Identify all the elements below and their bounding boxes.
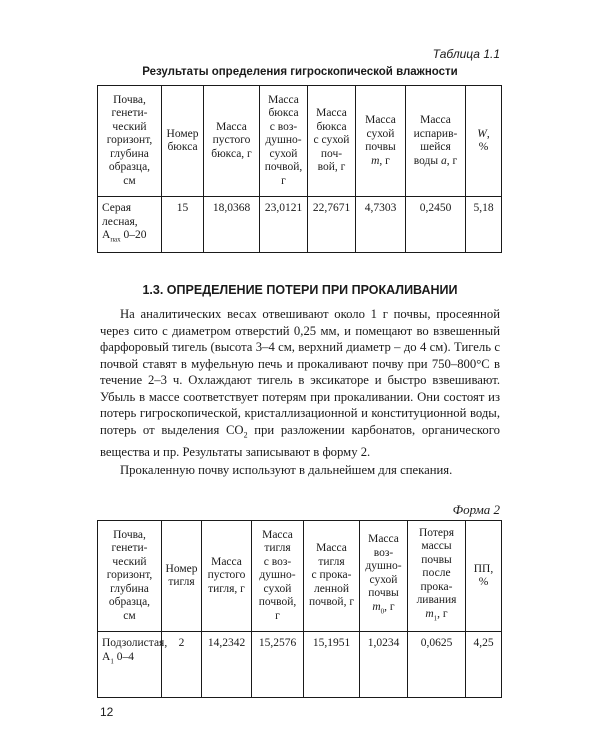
table1-cell-w: 5,18	[466, 197, 502, 253]
table1	[97, 85, 502, 253]
table1-header-air-dry-mass: Масса бюкса с воз- душно- сухой почвой, г	[260, 86, 308, 197]
table2-header-number: Номер тигля	[162, 521, 202, 632]
table1-header-dry-mass: Масса бюкса с сухой поч- вой, г	[308, 86, 356, 197]
table2-header-soil: Почва, генети- ческий горизонт, глубина образца, см	[98, 521, 162, 632]
table1-cell-dry-mass: 22,7671	[308, 197, 356, 253]
table1-header-dry-soil-mass: Масса сухой почвы m, г	[356, 86, 406, 197]
table1-cell-dry-soil-mass: 4,7303	[356, 197, 406, 253]
paragraph-1: На аналитических весах отвешивают около 1 г почвы, просеянной через сито с диаметром отверстий 0,25 мм, и помещают во взвешенный фарфоровый тигель (высота 3–4 см, верхний диаметр – до 4 см). Тигель с почвой ставят в муфельную печь и прокаливают почву при 750–800°С в течение 2–3 ч. Охлаждают тигель в эксикаторе и быстро взвешивают. Убыль в массе соответствует потерям при прокаливании. Они состоят из потерь гигроскопической, кристаллизационной и конституционной воды, потерь от выделения $СО_2$ при разложении карбонатов, органического вещества и пр. Результаты записывают в форму 2.	[100, 307, 500, 459]
table2-header-loss: Потеря массы почвы после прока- ливания $m_1$, г	[408, 521, 466, 632]
table2-cell-air-dry-soil-mass: 1,0234	[360, 632, 408, 698]
table2-header-air-dry-soil-mass: Масса воз- душно- сухой почвы $m_0$, г	[360, 521, 408, 632]
body-text	[100, 306, 500, 479]
table1-header-w: W, %	[466, 86, 502, 197]
table2-header-calcined-mass: Масса тигля с прока- ленной почвой, г	[304, 521, 360, 632]
table1-header-number: Номер бюкса	[162, 86, 204, 197]
table1-cell-soil: Серая лесная, $A_{пах}$ 0–20	[98, 197, 162, 253]
table2-header-empty-mass: Масса пустого тигля, г	[202, 521, 252, 632]
table1-cell-empty-mass: 18,0368	[204, 197, 260, 253]
table1-caption: Таблица 1.1	[432, 47, 500, 61]
table-row	[98, 197, 502, 253]
table2-header-row	[98, 521, 502, 632]
table1-cell-water-mass: 0,2450	[406, 197, 466, 253]
paragraph-2: Прокаленную почву используют в дальнейшем для спекания.	[120, 463, 453, 478]
table1-header-row	[98, 86, 502, 197]
table2-cell-pp: 4,25	[466, 632, 502, 698]
page-number: 12	[100, 705, 114, 719]
table2	[97, 520, 502, 698]
table1-cell-air-dry-mass: 23,0121	[260, 197, 308, 253]
table2-header-pp: ПП, %	[466, 521, 502, 632]
table1-header-soil: Почва, генети- ческий горизонт, глубина образца, см	[98, 86, 162, 197]
table2-cell-number: 2	[162, 632, 202, 698]
table2-cell-air-dry-mass: 15,2576	[252, 632, 304, 698]
table2-caption: Форма 2	[452, 502, 500, 517]
table2-cell-soil: Подзолистая, $A_1$ 0–4	[98, 632, 162, 698]
table1-header-empty-mass: Масса пустого бюкса, г	[204, 86, 260, 197]
table2-cell-empty-mass: 14,2342	[202, 632, 252, 698]
table2-header-air-dry-mass: Масса тигля с воз- душно- сухой почвой, г	[252, 521, 304, 632]
table2-cell-calcined-mass: 15,1951	[304, 632, 360, 698]
table-row	[98, 632, 502, 698]
table1-cell-number: 15	[162, 197, 204, 253]
table1-title: Результаты определения гигроскопической влажности	[142, 66, 458, 78]
section-title: 1.3. ОПРЕДЕЛЕНИЕ ПОТЕРИ ПРИ ПРОКАЛИВАНИИ	[142, 283, 458, 297]
table2-cell-loss: 0,0625	[408, 632, 466, 698]
table1-header-water-mass: Масса испарив- шейся воды a, г	[406, 86, 466, 197]
